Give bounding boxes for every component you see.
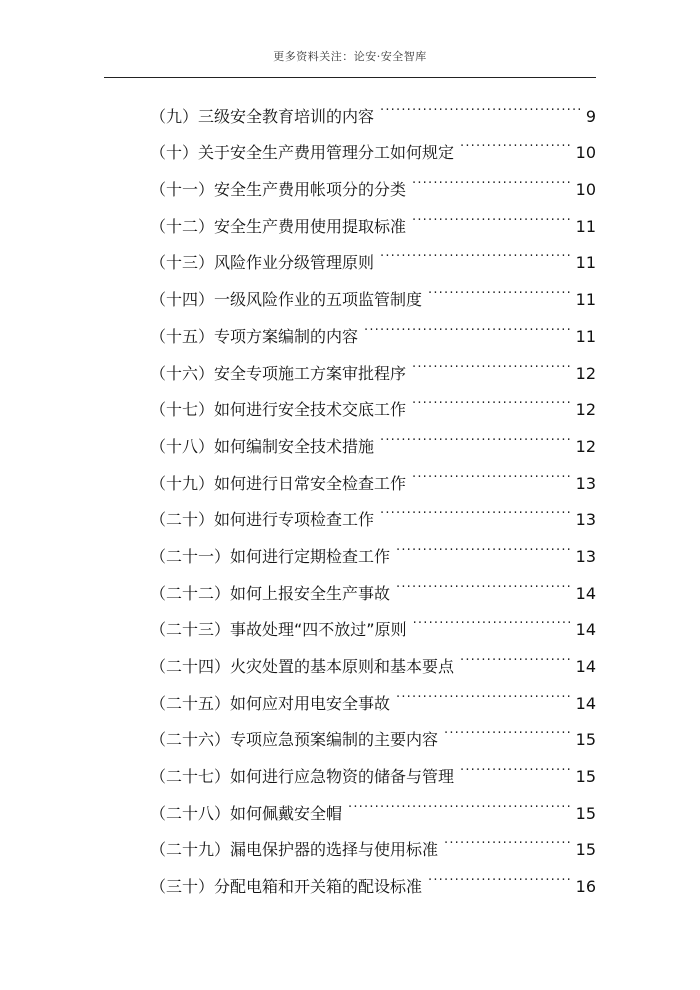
toc-entry-title: （十）关于安全生产费用管理分工如何规定 bbox=[150, 143, 455, 163]
toc-dot-leader bbox=[460, 122, 572, 159]
toc-page-number: 10 bbox=[575, 143, 596, 163]
toc-entry-title: （十八）如何编制安全技术措施 bbox=[150, 436, 375, 456]
toc-page-number: 15 bbox=[575, 803, 596, 823]
toc-dot-leader bbox=[460, 745, 572, 782]
toc-dot-leader bbox=[444, 819, 572, 856]
toc-page-number: 14 bbox=[575, 657, 596, 676]
toc-entry-title: （二十）如何进行专项检查工作 bbox=[150, 510, 375, 530]
toc-entry-title: （十三）风险作业分级管理原则 bbox=[150, 253, 375, 273]
toc-entry-title: （二十四）火灾处置的基本原则和基本要点 bbox=[150, 657, 455, 676]
toc-page-number: 13 bbox=[575, 546, 596, 566]
toc-entry-title: （十一）安全生产费用帐项分的分类 bbox=[150, 180, 407, 200]
toc-dot-leader bbox=[396, 672, 572, 709]
toc-page-number: 9 bbox=[585, 106, 596, 126]
toc-entry-title: （二十一）如何进行定期检查工作 bbox=[150, 546, 391, 566]
toc-page-number: 11 bbox=[575, 253, 596, 273]
toc-dot-leader bbox=[412, 379, 572, 416]
toc-entry-title: （十九）如何进行日常安全检查工作 bbox=[150, 473, 407, 493]
toc-dot-leader bbox=[412, 342, 572, 379]
toc-page-number: 14 bbox=[575, 620, 596, 640]
toc-page-number: 11 bbox=[575, 290, 596, 310]
toc-entry-title: （二十九）漏电保护器的选择与使用标准 bbox=[150, 840, 439, 860]
toc-page-number: 12 bbox=[575, 363, 596, 383]
toc-page-number: 12 bbox=[575, 400, 596, 420]
toc-entry-title: （九）三级安全教育培训的内容 bbox=[150, 106, 375, 126]
toc-page-number: 13 bbox=[575, 473, 596, 493]
toc-page-number: 15 bbox=[575, 840, 596, 860]
toc-dot-leader bbox=[428, 855, 572, 892]
toc-entry-title: （二十二）如何上报安全生产事故 bbox=[150, 583, 391, 603]
toc-entry-title: （十四）一级风险作业的五项监管制度 bbox=[150, 290, 423, 310]
toc-entry-title: （二十八）如何佩戴安全帽 bbox=[150, 803, 343, 823]
toc-dot-leader bbox=[412, 452, 572, 489]
toc-page-number: 12 bbox=[575, 436, 596, 456]
toc-dot-leader bbox=[380, 85, 582, 122]
toc-dot-leader bbox=[460, 635, 572, 672]
toc-entry-title: （二十六）专项应急预案编制的主要内容 bbox=[150, 730, 439, 750]
toc-page-number: 14 bbox=[575, 583, 596, 603]
toc-entry-title: （三十）分配电箱和开关箱的配设标准 bbox=[150, 877, 423, 897]
table-of-contents bbox=[150, 85, 596, 897]
header-divider bbox=[104, 77, 596, 78]
toc-dot-leader bbox=[412, 195, 572, 232]
page-header: 更多资料关注：论安·安全智库 bbox=[273, 50, 427, 63]
toc-page-number: 14 bbox=[575, 693, 596, 713]
toc-entry-title: （二十七）如何进行应急物资的储备与管理 bbox=[150, 767, 455, 787]
toc-page-number: 13 bbox=[575, 510, 596, 530]
toc-page-number: 16 bbox=[575, 877, 596, 897]
toc-page-number: 15 bbox=[575, 730, 596, 750]
toc-entry-title: （二十三）事故处理“四不放过”原则 bbox=[150, 620, 407, 640]
toc-page-number: 15 bbox=[575, 767, 596, 787]
toc-entry-title: （二十五）如何应对用电安全事故 bbox=[150, 693, 391, 713]
toc-dot-leader bbox=[412, 158, 572, 195]
toc-dot-leader bbox=[380, 415, 572, 452]
toc-dot-leader bbox=[444, 709, 572, 746]
toc-page-number: 11 bbox=[575, 326, 596, 346]
toc-dot-leader bbox=[413, 599, 572, 636]
toc-entry-title: （十六）安全专项施工方案审批程序 bbox=[150, 363, 407, 383]
toc-dot-leader bbox=[380, 232, 572, 269]
toc-entry[interactable] bbox=[150, 85, 596, 126]
toc-entry-title: （十七）如何进行安全技术交底工作 bbox=[150, 400, 407, 420]
toc-page-number: 11 bbox=[575, 216, 596, 236]
toc-dot-leader bbox=[380, 489, 572, 526]
toc-dot-leader bbox=[396, 562, 572, 599]
toc-dot-leader bbox=[428, 268, 572, 305]
toc-dot-leader bbox=[396, 525, 572, 562]
toc-dot-leader bbox=[364, 305, 572, 342]
toc-page-number: 10 bbox=[575, 180, 596, 200]
toc-entry-title: （十二）安全生产费用使用提取标准 bbox=[150, 216, 407, 236]
toc-dot-leader bbox=[348, 782, 572, 819]
toc-entry-title: （十五）专项方案编制的内容 bbox=[150, 326, 359, 346]
